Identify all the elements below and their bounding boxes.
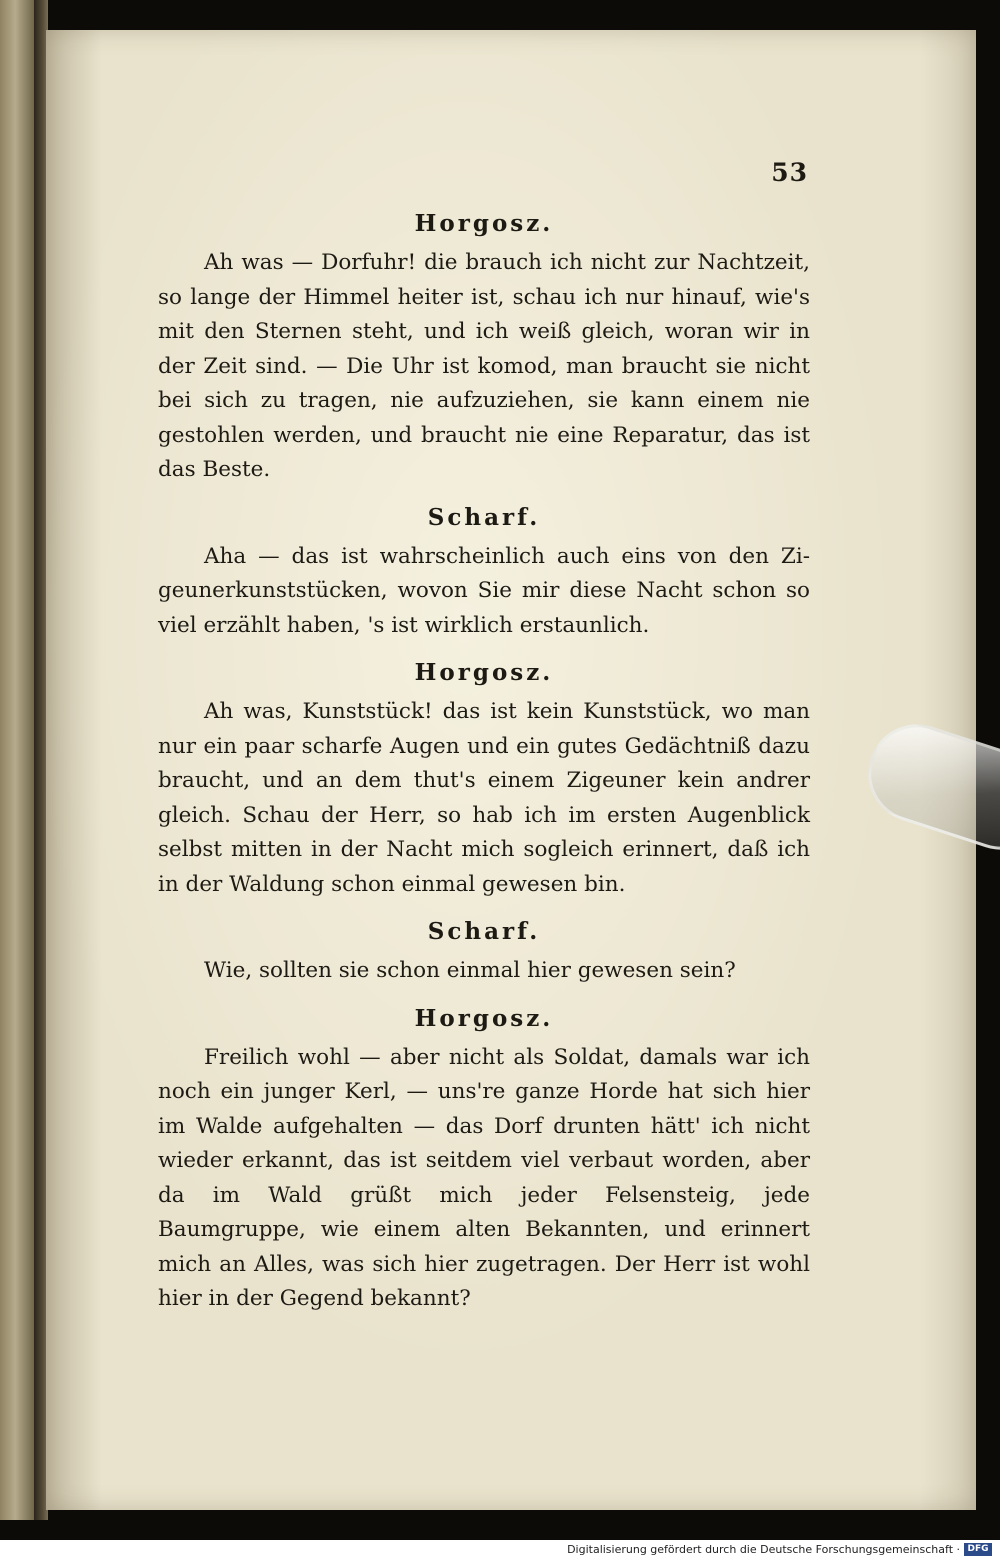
speaker-heading: Scharf. [427,503,541,531]
speaker-heading: Horgosz. [414,1004,554,1032]
funding-credit: Digitalisierung gefördert durch die Deutsche Forschungsgemeinschaft · [567,1543,960,1556]
dialogue-paragraph: Wie, sollten sie schon einmal hier gewesen sein? [204,958,736,983]
dialogue-paragraph: Ah was, Kunststück! das ist kein Kunststück, wo man nur ein paar scharfe Augen und ein gutes Gedächtniß dazu braucht, und an dem thut's einem Zigeuner kein andrer gleich. Schau der Herr, so hab ich im ersten Augenblick selbst mitten in der Nacht mich sogleich erinnert, daß ich in der Waldung schon einmal gewesen bin. [158,699,810,897]
page [46,30,976,1510]
previous-page-edge [0,0,34,1520]
dfg-logo: DFG [964,1543,992,1556]
dialogue-paragraph: Freilich wohl — aber nicht als Soldat, damals war ich noch ein junger Kerl, — uns're ganze Horde hat sich hier im Walde aufgehalten — das Dorf drunten hätt' ich nicht wieder erkannt, das ist seitdem viel verbaut worden, aber da im Wald grüßt mich jeder Felsensteig, jede Baumgruppe, wie einem alten Bekannten, und erinnert mich an Alles, was sich hier zugetragen. Der Herr ist wohl hier in der Gegend bekannt? [158,1044,810,1311]
page-number: 53 [771,158,808,187]
speaker-heading: Horgosz. [414,210,554,237]
page-content [158,202,810,1325]
dialogue-paragraph: Aha — das ist wahrscheinlich auch eins von den Zigeunerkunststücken, wovon Sie mir diese Nacht schon so viel erzählt haben, 's ist wirklich erstaunlich. [158,543,810,638]
dialogue-paragraph: Ah was — Dorfuhr! die brauch ich nicht zur Nachtzeit, so lange der Himmel heiter ist, schau ich nur hinauf, wie's mit den Sternen steht, und ich weiß gleich, woran wir in der Zeit sind. — Die Uhr ist komod, man braucht sie nicht bei sich zu tragen, nie aufzuziehen, sie kann einem nie gestohlen werden, und braucht nie eine Reparatur, das ist das Beste. [158,250,810,482]
speaker-heading: Horgosz. [414,659,554,686]
speaker-heading: Scharf. [427,918,541,945]
